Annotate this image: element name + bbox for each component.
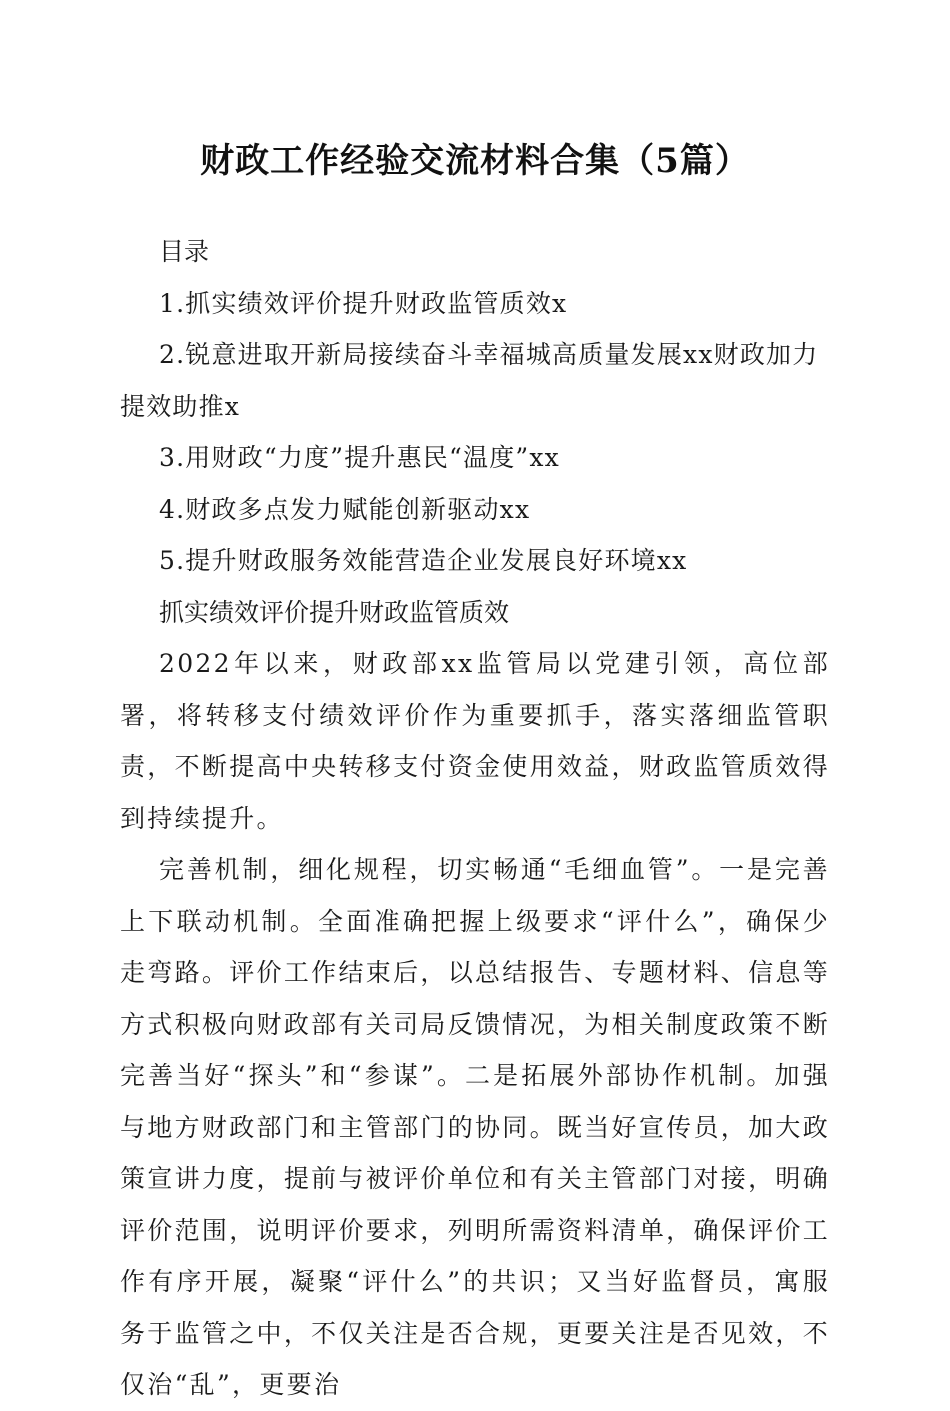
article-paragraph: 2022年以来，财政部xx监管局以党建引领，高位部署，将转移支付绩效评价作为重要抓手，落实落细监管职责，不断提高中央转移支付资金使用效益，财政监管质效得到持续提升。 bbox=[120, 649, 830, 833]
toc-item: 2.锐意进取开新局接续奋斗幸福城高质量发展xx财政加力 bbox=[159, 340, 819, 369]
article-paragraph: 完善机制，细化规程，切实畅通“毛细血管”。一是完善上下联动机制。全面准确把握上级要求“评什么”，确保少走弯路。评价工作结束后，以总结报告、专题材料、信息等方式积极向财政部有关司局反馈情况，为相关制度政策不断完善当好“探头”和“参谋”。二是拓展外部协作机制。加强与地方财政部门和主管部门的协同。既当好宣传员，加大政策宣讲力度，提前与被评价单位和有关主管部门对接，明确评价范围，说明评价要求，列明所需资料清单，确保评价工作有序开展，凝聚“评什么”的共识；又当好监督员，寓服务于监管之中，不仅关注是否合规，更要关注是否见效，不仅治“乱”，更要治 bbox=[120, 855, 830, 1399]
article-heading: 抓实绩效评价提升财政监管质效 bbox=[159, 597, 510, 627]
document-body bbox=[120, 226, 830, 1411]
toc-item-continuation: 提效助推x bbox=[120, 391, 241, 421]
toc-heading: 目录 bbox=[159, 237, 210, 266]
toc-item: 5.提升财政服务效能营造企业发展良好环境xx bbox=[159, 546, 688, 575]
toc-item: 1.抓实绩效评价提升财政监管质效x bbox=[159, 288, 568, 318]
document-title: 财政工作经验交流材料合集（5篇） bbox=[200, 141, 750, 181]
toc-item: 3.用财政“力度”提升惠民“温度”xx bbox=[159, 443, 560, 472]
toc-item: 4.财政多点发力赋能创新驱动xx bbox=[159, 494, 531, 524]
